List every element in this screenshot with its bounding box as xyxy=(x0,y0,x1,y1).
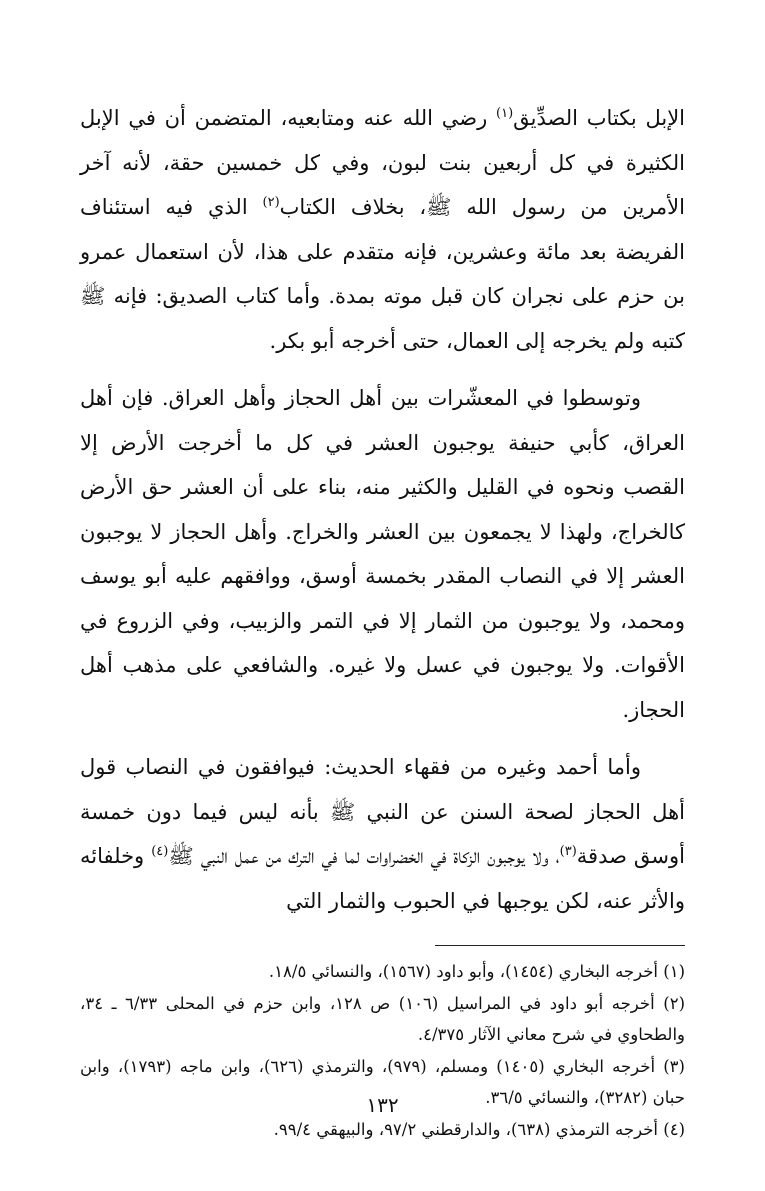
footnote-number: (٣) xyxy=(663,1056,685,1076)
footnote-number: (١) xyxy=(663,962,685,981)
main-text xyxy=(80,96,685,923)
footnote-number: (٢) xyxy=(663,993,685,1013)
footnote-ref-1[interactable]: (١) xyxy=(496,106,514,121)
footnote-text: أخرجه أبو داود في المراسيل (١٠٦) ص ١٢٨، وابن حزم في المحلى ٦/٣٣ ـ ٣٤، والطحاوي في شرح معاني الآثار ٤/٣٧٥. xyxy=(80,993,685,1044)
paragraph-1: الإبل بكتاب الصدِّيق$^{(١)}$ رضي الله عنه ومتابعيه، المتضمن أن في الإبل الكثيرة في كل أربعين بنت لبون، وفي كل خمسين حقة، لأنه آخر الأمرين من رسول الله ﷺ، بخلاف الكتاب$^{(٢)}$ الذي فيه استئناف الفريضة بعد مائة وعشرين، فإنه متقدم على هذا، لأن استعمال عمرو بن حزم على نجران كان قبل موته بمدة. وأما كتاب الصديق: فإنه ﷺ كتبه ولم يخرجه إلى العمال، حتى أخرجه أبو بكر. xyxy=(80,106,686,353)
footnote-ref-2[interactable]: (٢) xyxy=(262,195,280,210)
footnote-ref-3[interactable]: (٣) xyxy=(559,844,577,859)
footnote-2 xyxy=(80,988,685,1051)
footnote-text: أخرجه الترمذي (٦٣٨)، والدارقطني ٩٧/٢، والبيهقي ٩٩/٤. xyxy=(273,1119,658,1139)
footnote-number: (٤) xyxy=(663,1119,685,1139)
footnote-text: أخرجه البخاري (١٤٠٥) ومسلم، (٩٧٩)، والترمذي (٦٢٦)، وابن ماجه (١٧٩٣)، وابن حبان (٣٢٨٢)، والنسائي ٣٦/٥. xyxy=(80,1056,685,1107)
footnote-text: أخرجه البخاري (١٤٥٤)، وأبو داود (١٥٦٧)، والنسائي ١٨/٥. xyxy=(268,962,658,981)
paragraph-2: وتوسطوا في المعشّرات بين أهل الحجاز وأهل العراق. فإن أهل العراق، كأبي حنيفة يوجبون العشر في كل ما أخرجت الأرض إلا القصب ونحوه في القليل والكثير منه، بناء على أن العشر حق الأرض كالخراج، ولهذا لا يجمعون بين العشر والخراج. وأهل الحجاز لا يوجبون العشر إلا في النصاب المقدر بخمسة أوسق، ووافقهم عليه أبو يوسف ومحمد، ولا يوجبون من الثمار إلا في التمر والزبيب، وفي الزروع في الأقوات. ولا يوجبون في عسل ولا غيره. والشافعي على مذهب أهل الحجاز. xyxy=(80,386,685,722)
footnote-1 xyxy=(80,956,685,988)
footnote-divider xyxy=(435,945,685,946)
footnote-4 xyxy=(80,1114,685,1146)
page-number: ١٣٢ xyxy=(366,1093,399,1117)
paragraph-3: وأما أحمد وغيره من فقهاء الحديث: فيوافقون في النصاب قول أهل الحجاز لصحة السنن عن النبي ﷺ بأنه ليس فيما دون خمسة أوسق صدقة$^{(٣)}$، ولا يوجبون الزكاة في الخضراوات لما في الترك من عمل النبي ﷺ$^{(٤)}$ وخلفائه والأثر عنه، لكن يوجبها في الحبوب والثمار التي xyxy=(80,755,686,913)
footnote-ref-4[interactable]: (٤) xyxy=(151,844,169,859)
